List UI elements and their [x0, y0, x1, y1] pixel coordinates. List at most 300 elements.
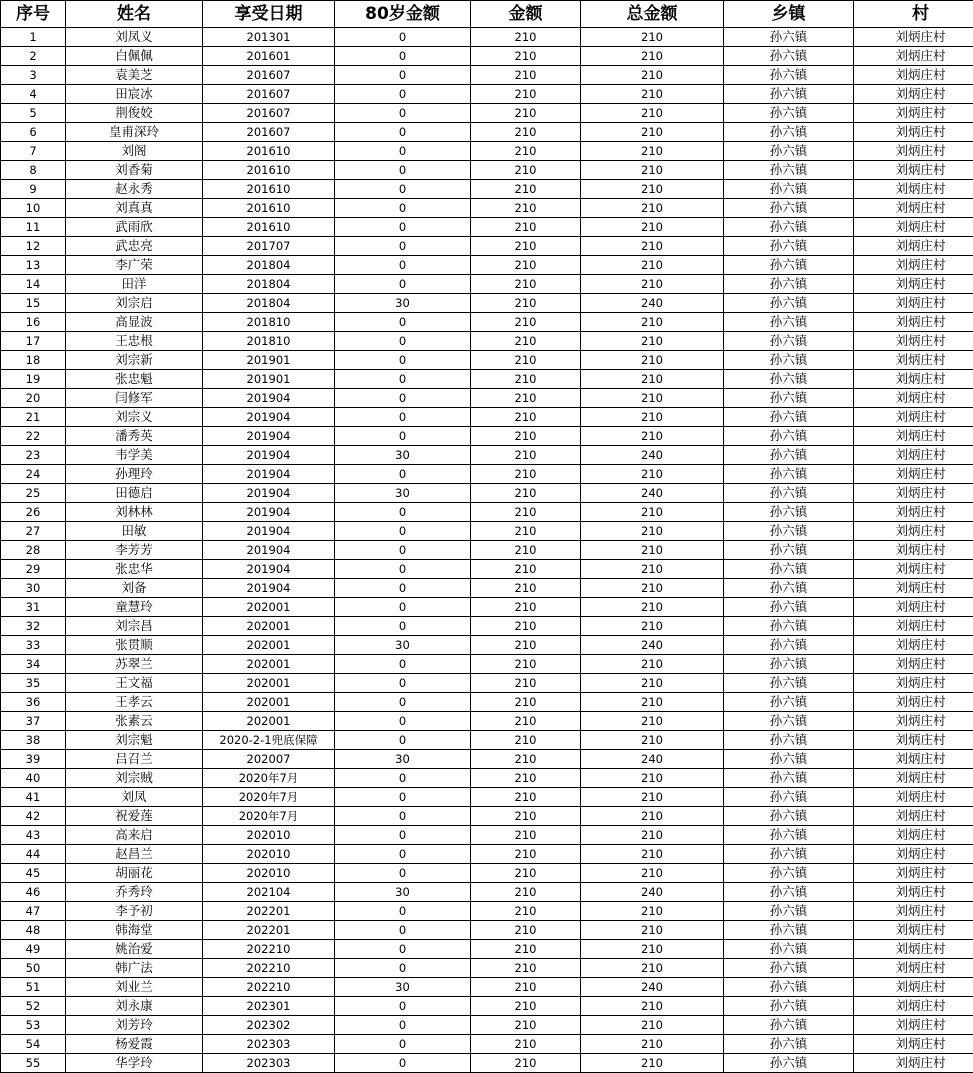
cell-amount[interactable]: 210	[471, 332, 581, 351]
cell-amount[interactable]: 210	[471, 1035, 581, 1054]
cell-amount[interactable]: 210	[471, 997, 581, 1016]
cell-amount[interactable]: 210	[471, 294, 581, 313]
cell-seq[interactable]: 26	[1, 503, 66, 522]
cell-age80-amount[interactable]: 0	[335, 161, 471, 180]
cell-start-date[interactable]: 201610	[203, 218, 335, 237]
cell-name[interactable]: 刘备	[66, 579, 203, 598]
cell-seq[interactable]: 35	[1, 674, 66, 693]
cell-start-date[interactable]: 201904	[203, 389, 335, 408]
cell-age80-amount[interactable]: 0	[335, 674, 471, 693]
cell-start-date[interactable]: 202201	[203, 921, 335, 940]
cell-start-date[interactable]: 201804	[203, 294, 335, 313]
cell-total-amount[interactable]: 210	[581, 408, 724, 427]
cell-age80-amount[interactable]: 0	[335, 541, 471, 560]
cell-seq[interactable]: 22	[1, 427, 66, 446]
cell-village[interactable]: 刘炳庄村	[854, 161, 973, 180]
cell-village[interactable]: 刘炳庄村	[854, 693, 973, 712]
cell-township[interactable]: 孙六镇	[724, 655, 854, 674]
cell-township[interactable]: 孙六镇	[724, 1016, 854, 1035]
cell-total-amount[interactable]: 210	[581, 389, 724, 408]
cell-name[interactable]: 皇甫深玲	[66, 123, 203, 142]
cell-total-amount[interactable]: 210	[581, 769, 724, 788]
cell-township[interactable]: 孙六镇	[724, 142, 854, 161]
cell-village[interactable]: 刘炳庄村	[854, 313, 973, 332]
cell-start-date[interactable]: 202303	[203, 1035, 335, 1054]
cell-seq[interactable]: 5	[1, 104, 66, 123]
cell-total-amount[interactable]: 210	[581, 123, 724, 142]
cell-township[interactable]: 孙六镇	[724, 256, 854, 275]
cell-township[interactable]: 孙六镇	[724, 883, 854, 902]
cell-village[interactable]: 刘炳庄村	[854, 47, 973, 66]
cell-township[interactable]: 孙六镇	[724, 275, 854, 294]
cell-start-date[interactable]: 201607	[203, 123, 335, 142]
cell-village[interactable]: 刘炳庄村	[854, 275, 973, 294]
cell-start-date[interactable]: 202302	[203, 1016, 335, 1035]
cell-seq[interactable]: 31	[1, 598, 66, 617]
cell-township[interactable]: 孙六镇	[724, 959, 854, 978]
cell-township[interactable]: 孙六镇	[724, 579, 854, 598]
cell-start-date[interactable]: 201804	[203, 275, 335, 294]
cell-start-date[interactable]: 202001	[203, 655, 335, 674]
cell-start-date[interactable]: 201904	[203, 522, 335, 541]
cell-seq[interactable]: 53	[1, 1016, 66, 1035]
cell-seq[interactable]: 11	[1, 218, 66, 237]
cell-name[interactable]: 赵永秀	[66, 180, 203, 199]
cell-total-amount[interactable]: 210	[581, 199, 724, 218]
cell-total-amount[interactable]: 210	[581, 85, 724, 104]
cell-amount[interactable]: 210	[471, 617, 581, 636]
cell-age80-amount[interactable]: 0	[335, 256, 471, 275]
cell-start-date[interactable]: 201804	[203, 256, 335, 275]
cell-start-date[interactable]: 202010	[203, 845, 335, 864]
cell-village[interactable]: 刘炳庄村	[854, 845, 973, 864]
cell-name[interactable]: 袁美芝	[66, 66, 203, 85]
cell-amount[interactable]: 210	[471, 427, 581, 446]
cell-age80-amount[interactable]: 0	[335, 389, 471, 408]
cell-age80-amount[interactable]: 0	[335, 28, 471, 47]
cell-name[interactable]: 刘阁	[66, 142, 203, 161]
cell-name[interactable]: 田洋	[66, 275, 203, 294]
cell-age80-amount[interactable]: 0	[335, 1016, 471, 1035]
cell-township[interactable]: 孙六镇	[724, 636, 854, 655]
cell-name[interactable]: 童慧玲	[66, 598, 203, 617]
cell-amount[interactable]: 210	[471, 902, 581, 921]
cell-village[interactable]: 刘炳庄村	[854, 199, 973, 218]
cell-township[interactable]: 孙六镇	[724, 85, 854, 104]
cell-name[interactable]: 张贯顺	[66, 636, 203, 655]
cell-seq[interactable]: 49	[1, 940, 66, 959]
cell-village[interactable]: 刘炳庄村	[854, 1016, 973, 1035]
cell-name[interactable]: 武雨欣	[66, 218, 203, 237]
cell-village[interactable]: 刘炳庄村	[854, 978, 973, 997]
header-township[interactable]: 乡镇	[724, 1, 854, 28]
cell-village[interactable]: 刘炳庄村	[854, 408, 973, 427]
cell-start-date[interactable]: 202001	[203, 617, 335, 636]
cell-age80-amount[interactable]: 0	[335, 788, 471, 807]
cell-total-amount[interactable]: 210	[581, 655, 724, 674]
cell-village[interactable]: 刘炳庄村	[854, 332, 973, 351]
cell-township[interactable]: 孙六镇	[724, 978, 854, 997]
cell-amount[interactable]: 210	[471, 921, 581, 940]
cell-amount[interactable]: 210	[471, 636, 581, 655]
cell-seq[interactable]: 24	[1, 465, 66, 484]
cell-seq[interactable]: 23	[1, 446, 66, 465]
cell-name[interactable]: 田宸冰	[66, 85, 203, 104]
cell-total-amount[interactable]: 210	[581, 370, 724, 389]
cell-age80-amount[interactable]: 0	[335, 465, 471, 484]
cell-seq[interactable]: 41	[1, 788, 66, 807]
cell-village[interactable]: 刘炳庄村	[854, 446, 973, 465]
cell-age80-amount[interactable]: 0	[335, 427, 471, 446]
cell-start-date[interactable]: 202303	[203, 1054, 335, 1073]
cell-amount[interactable]: 210	[471, 541, 581, 560]
cell-age80-amount[interactable]: 0	[335, 522, 471, 541]
cell-name[interactable]: 刘芳玲	[66, 1016, 203, 1035]
cell-amount[interactable]: 210	[471, 465, 581, 484]
cell-name[interactable]: 李芳芳	[66, 541, 203, 560]
cell-amount[interactable]: 210	[471, 161, 581, 180]
cell-total-amount[interactable]: 210	[581, 997, 724, 1016]
cell-name[interactable]: 王文福	[66, 674, 203, 693]
cell-village[interactable]: 刘炳庄村	[854, 85, 973, 104]
cell-age80-amount[interactable]: 0	[335, 47, 471, 66]
cell-amount[interactable]: 210	[471, 47, 581, 66]
cell-total-amount[interactable]: 240	[581, 294, 724, 313]
cell-seq[interactable]: 19	[1, 370, 66, 389]
cell-total-amount[interactable]: 210	[581, 674, 724, 693]
cell-total-amount[interactable]: 210	[581, 142, 724, 161]
cell-township[interactable]: 孙六镇	[724, 617, 854, 636]
cell-age80-amount[interactable]: 0	[335, 313, 471, 332]
cell-seq[interactable]: 16	[1, 313, 66, 332]
cell-seq[interactable]: 39	[1, 750, 66, 769]
cell-amount[interactable]: 210	[471, 218, 581, 237]
cell-start-date[interactable]: 202001	[203, 712, 335, 731]
cell-seq[interactable]: 32	[1, 617, 66, 636]
cell-name[interactable]: 白佩佩	[66, 47, 203, 66]
cell-township[interactable]: 孙六镇	[724, 427, 854, 446]
cell-seq[interactable]: 13	[1, 256, 66, 275]
cell-start-date[interactable]: 201904	[203, 408, 335, 427]
cell-total-amount[interactable]: 210	[581, 332, 724, 351]
cell-total-amount[interactable]: 210	[581, 47, 724, 66]
cell-name[interactable]: 王孝云	[66, 693, 203, 712]
cell-start-date[interactable]: 2020年7月	[203, 769, 335, 788]
cell-seq[interactable]: 18	[1, 351, 66, 370]
cell-total-amount[interactable]: 210	[581, 28, 724, 47]
cell-age80-amount[interactable]: 0	[335, 237, 471, 256]
cell-amount[interactable]: 210	[471, 389, 581, 408]
cell-amount[interactable]: 210	[471, 180, 581, 199]
cell-amount[interactable]: 210	[471, 503, 581, 522]
cell-age80-amount[interactable]: 0	[335, 769, 471, 788]
cell-village[interactable]: 刘炳庄村	[854, 883, 973, 902]
cell-village[interactable]: 刘炳庄村	[854, 997, 973, 1016]
cell-total-amount[interactable]: 240	[581, 750, 724, 769]
cell-age80-amount[interactable]: 0	[335, 199, 471, 218]
cell-amount[interactable]: 210	[471, 883, 581, 902]
cell-village[interactable]: 刘炳庄村	[854, 123, 973, 142]
cell-age80-amount[interactable]: 0	[335, 1035, 471, 1054]
cell-village[interactable]: 刘炳庄村	[854, 731, 973, 750]
cell-total-amount[interactable]: 210	[581, 693, 724, 712]
header-seq[interactable]: 序号	[1, 1, 66, 28]
cell-total-amount[interactable]: 210	[581, 940, 724, 959]
cell-seq[interactable]: 33	[1, 636, 66, 655]
cell-seq[interactable]: 37	[1, 712, 66, 731]
cell-township[interactable]: 孙六镇	[724, 997, 854, 1016]
cell-township[interactable]: 孙六镇	[724, 712, 854, 731]
header-start-date[interactable]: 享受日期	[203, 1, 335, 28]
cell-township[interactable]: 孙六镇	[724, 788, 854, 807]
cell-seq[interactable]: 54	[1, 1035, 66, 1054]
cell-village[interactable]: 刘炳庄村	[854, 370, 973, 389]
cell-age80-amount[interactable]: 0	[335, 902, 471, 921]
cell-age80-amount[interactable]: 30	[335, 883, 471, 902]
header-name[interactable]: 姓名	[66, 1, 203, 28]
cell-start-date[interactable]: 202001	[203, 636, 335, 655]
cell-village[interactable]: 刘炳庄村	[854, 180, 973, 199]
cell-township[interactable]: 孙六镇	[724, 370, 854, 389]
cell-age80-amount[interactable]: 30	[335, 978, 471, 997]
cell-village[interactable]: 刘炳庄村	[854, 959, 973, 978]
cell-total-amount[interactable]: 210	[581, 66, 724, 85]
cell-amount[interactable]: 210	[471, 579, 581, 598]
cell-seq[interactable]: 38	[1, 731, 66, 750]
cell-township[interactable]: 孙六镇	[724, 218, 854, 237]
cell-age80-amount[interactable]: 0	[335, 807, 471, 826]
cell-name[interactable]: 刘宗贼	[66, 769, 203, 788]
cell-age80-amount[interactable]: 30	[335, 484, 471, 503]
cell-village[interactable]: 刘炳庄村	[854, 921, 973, 940]
cell-township[interactable]: 孙六镇	[724, 408, 854, 427]
cell-amount[interactable]: 210	[471, 199, 581, 218]
header-age80-amount[interactable]: 80岁金额	[335, 1, 471, 28]
cell-start-date[interactable]: 201607	[203, 85, 335, 104]
cell-total-amount[interactable]: 210	[581, 807, 724, 826]
cell-start-date[interactable]: 202007	[203, 750, 335, 769]
cell-start-date[interactable]: 201610	[203, 142, 335, 161]
cell-village[interactable]: 刘炳庄村	[854, 294, 973, 313]
cell-seq[interactable]: 50	[1, 959, 66, 978]
cell-start-date[interactable]: 201904	[203, 427, 335, 446]
cell-total-amount[interactable]: 210	[581, 427, 724, 446]
cell-name[interactable]: 刘林林	[66, 503, 203, 522]
cell-name[interactable]: 刘宗义	[66, 408, 203, 427]
cell-township[interactable]: 孙六镇	[724, 332, 854, 351]
cell-age80-amount[interactable]: 0	[335, 921, 471, 940]
cell-township[interactable]: 孙六镇	[724, 845, 854, 864]
cell-age80-amount[interactable]: 0	[335, 959, 471, 978]
cell-township[interactable]: 孙六镇	[724, 1054, 854, 1073]
cell-seq[interactable]: 7	[1, 142, 66, 161]
cell-seq[interactable]: 43	[1, 826, 66, 845]
cell-village[interactable]: 刘炳庄村	[854, 617, 973, 636]
cell-township[interactable]: 孙六镇	[724, 47, 854, 66]
cell-village[interactable]: 刘炳庄村	[854, 655, 973, 674]
cell-village[interactable]: 刘炳庄村	[854, 218, 973, 237]
cell-name[interactable]: 刘真真	[66, 199, 203, 218]
cell-name[interactable]: 刘宗新	[66, 351, 203, 370]
cell-township[interactable]: 孙六镇	[724, 503, 854, 522]
cell-amount[interactable]: 210	[471, 1016, 581, 1035]
cell-total-amount[interactable]: 240	[581, 636, 724, 655]
cell-township[interactable]: 孙六镇	[724, 123, 854, 142]
cell-village[interactable]: 刘炳庄村	[854, 750, 973, 769]
cell-amount[interactable]: 210	[471, 978, 581, 997]
cell-age80-amount[interactable]: 0	[335, 332, 471, 351]
cell-village[interactable]: 刘炳庄村	[854, 1035, 973, 1054]
cell-start-date[interactable]: 201610	[203, 161, 335, 180]
cell-age80-amount[interactable]: 0	[335, 864, 471, 883]
cell-total-amount[interactable]: 210	[581, 1054, 724, 1073]
cell-township[interactable]: 孙六镇	[724, 313, 854, 332]
cell-village[interactable]: 刘炳庄村	[854, 636, 973, 655]
cell-township[interactable]: 孙六镇	[724, 522, 854, 541]
cell-amount[interactable]: 210	[471, 674, 581, 693]
cell-seq[interactable]: 4	[1, 85, 66, 104]
cell-age80-amount[interactable]: 0	[335, 579, 471, 598]
cell-village[interactable]: 刘炳庄村	[854, 1054, 973, 1073]
cell-township[interactable]: 孙六镇	[724, 807, 854, 826]
cell-seq[interactable]: 20	[1, 389, 66, 408]
cell-name[interactable]: 杨爱霞	[66, 1035, 203, 1054]
cell-seq[interactable]: 9	[1, 180, 66, 199]
cell-township[interactable]: 孙六镇	[724, 389, 854, 408]
cell-amount[interactable]: 210	[471, 370, 581, 389]
cell-start-date[interactable]: 2020年7月	[203, 788, 335, 807]
cell-township[interactable]: 孙六镇	[724, 180, 854, 199]
cell-age80-amount[interactable]: 0	[335, 142, 471, 161]
cell-amount[interactable]: 210	[471, 940, 581, 959]
cell-total-amount[interactable]: 210	[581, 826, 724, 845]
cell-name[interactable]: 刘宗启	[66, 294, 203, 313]
cell-township[interactable]: 孙六镇	[724, 237, 854, 256]
cell-total-amount[interactable]: 210	[581, 104, 724, 123]
cell-age80-amount[interactable]: 0	[335, 104, 471, 123]
cell-amount[interactable]: 210	[471, 313, 581, 332]
cell-amount[interactable]: 210	[471, 28, 581, 47]
cell-total-amount[interactable]: 210	[581, 465, 724, 484]
cell-start-date[interactable]: 201901	[203, 351, 335, 370]
cell-age80-amount[interactable]: 0	[335, 123, 471, 142]
cell-name[interactable]: 张素云	[66, 712, 203, 731]
cell-total-amount[interactable]: 210	[581, 712, 724, 731]
cell-total-amount[interactable]: 210	[581, 313, 724, 332]
cell-village[interactable]: 刘炳庄村	[854, 712, 973, 731]
cell-name[interactable]: 刘凤义	[66, 28, 203, 47]
cell-amount[interactable]: 210	[471, 275, 581, 294]
cell-township[interactable]: 孙六镇	[724, 921, 854, 940]
cell-village[interactable]: 刘炳庄村	[854, 104, 973, 123]
cell-name[interactable]: 李予初	[66, 902, 203, 921]
cell-village[interactable]: 刘炳庄村	[854, 579, 973, 598]
cell-amount[interactable]: 210	[471, 484, 581, 503]
cell-name[interactable]: 潘秀英	[66, 427, 203, 446]
cell-start-date[interactable]: 201707	[203, 237, 335, 256]
cell-seq[interactable]: 42	[1, 807, 66, 826]
cell-start-date[interactable]: 201904	[203, 465, 335, 484]
cell-total-amount[interactable]: 210	[581, 218, 724, 237]
cell-total-amount[interactable]: 210	[581, 161, 724, 180]
cell-seq[interactable]: 29	[1, 560, 66, 579]
cell-village[interactable]: 刘炳庄村	[854, 826, 973, 845]
cell-name[interactable]: 张忠魁	[66, 370, 203, 389]
cell-village[interactable]: 刘炳庄村	[854, 902, 973, 921]
cell-village[interactable]: 刘炳庄村	[854, 427, 973, 446]
cell-name[interactable]: 乔秀玲	[66, 883, 203, 902]
cell-name[interactable]: 刘凤	[66, 788, 203, 807]
cell-amount[interactable]: 210	[471, 446, 581, 465]
cell-start-date[interactable]: 201810	[203, 332, 335, 351]
cell-amount[interactable]: 210	[471, 826, 581, 845]
cell-age80-amount[interactable]: 0	[335, 1054, 471, 1073]
cell-start-date[interactable]: 202104	[203, 883, 335, 902]
cell-village[interactable]: 刘炳庄村	[854, 864, 973, 883]
cell-seq[interactable]: 14	[1, 275, 66, 294]
cell-seq[interactable]: 28	[1, 541, 66, 560]
cell-amount[interactable]: 210	[471, 769, 581, 788]
cell-township[interactable]: 孙六镇	[724, 674, 854, 693]
cell-name[interactable]: 田德启	[66, 484, 203, 503]
cell-start-date[interactable]: 202201	[203, 902, 335, 921]
cell-name[interactable]: 胡丽花	[66, 864, 203, 883]
cell-amount[interactable]: 210	[471, 237, 581, 256]
cell-seq[interactable]: 46	[1, 883, 66, 902]
cell-village[interactable]: 刘炳庄村	[854, 769, 973, 788]
cell-township[interactable]: 孙六镇	[724, 199, 854, 218]
cell-total-amount[interactable]: 240	[581, 446, 724, 465]
cell-name[interactable]: 孙理玲	[66, 465, 203, 484]
cell-amount[interactable]: 210	[471, 66, 581, 85]
cell-age80-amount[interactable]: 0	[335, 408, 471, 427]
cell-start-date[interactable]: 202210	[203, 978, 335, 997]
cell-name[interactable]: 刘香菊	[66, 161, 203, 180]
cell-total-amount[interactable]: 210	[581, 522, 724, 541]
cell-seq[interactable]: 21	[1, 408, 66, 427]
cell-amount[interactable]: 210	[471, 104, 581, 123]
cell-start-date[interactable]: 202001	[203, 674, 335, 693]
cell-seq[interactable]: 10	[1, 199, 66, 218]
cell-age80-amount[interactable]: 0	[335, 351, 471, 370]
cell-seq[interactable]: 8	[1, 161, 66, 180]
cell-name[interactable]: 韩广法	[66, 959, 203, 978]
cell-total-amount[interactable]: 210	[581, 959, 724, 978]
cell-total-amount[interactable]: 240	[581, 484, 724, 503]
cell-name[interactable]: 姚治爱	[66, 940, 203, 959]
cell-seq[interactable]: 6	[1, 123, 66, 142]
cell-township[interactable]: 孙六镇	[724, 769, 854, 788]
cell-amount[interactable]: 210	[471, 1054, 581, 1073]
cell-name[interactable]: 田敏	[66, 522, 203, 541]
cell-total-amount[interactable]: 240	[581, 978, 724, 997]
cell-township[interactable]: 孙六镇	[724, 826, 854, 845]
cell-amount[interactable]: 210	[471, 693, 581, 712]
cell-village[interactable]: 刘炳庄村	[854, 484, 973, 503]
cell-age80-amount[interactable]: 30	[335, 294, 471, 313]
cell-age80-amount[interactable]: 0	[335, 712, 471, 731]
cell-seq[interactable]: 1	[1, 28, 66, 47]
cell-amount[interactable]: 210	[471, 864, 581, 883]
cell-start-date[interactable]: 201601	[203, 47, 335, 66]
cell-township[interactable]: 孙六镇	[724, 484, 854, 503]
cell-name[interactable]: 武忠亮	[66, 237, 203, 256]
cell-age80-amount[interactable]: 0	[335, 180, 471, 199]
cell-village[interactable]: 刘炳庄村	[854, 66, 973, 85]
header-total-amount[interactable]: 总金额	[581, 1, 724, 28]
cell-total-amount[interactable]: 210	[581, 617, 724, 636]
cell-start-date[interactable]: 201810	[203, 313, 335, 332]
